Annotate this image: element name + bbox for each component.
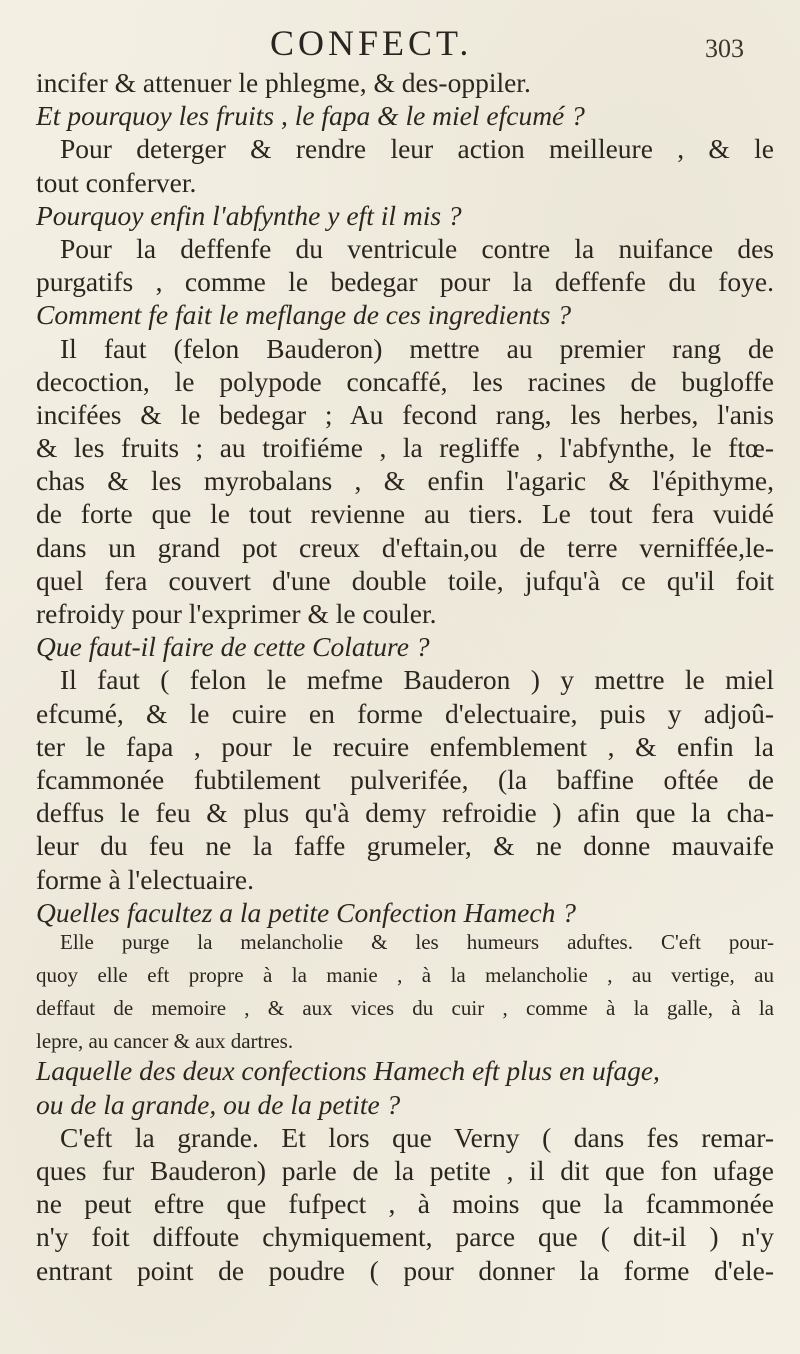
text-line: purgatifs , comme le bedegar pour la deffenfe du foye. [36, 266, 774, 298]
page-header [0, 22, 800, 62]
question-line: ou de la grande, ou de la petite ? [36, 1088, 401, 1120]
text-line: n'y foit diffoute chymiquement, parce que ( dit-il ) n'y [36, 1221, 774, 1253]
text-line: decoction, le polypode concaffé, les racines de bugloffe [36, 365, 774, 397]
text-line: ques fur Bauderon) parle de la petite , il dit que fon ufage [36, 1155, 774, 1186]
small-print-line: deffaut de memoire , & aux vices du cuir , comme à la galle, à la [36, 996, 774, 1021]
text-line: Pour deterger & rendre leur action meilleure , & le [60, 133, 774, 165]
small-print-line: quoy elle eft propre à la manie , à la melancholie , au vertige, au [36, 963, 774, 988]
small-print-line: Elle purge la melancholie & les humeurs aduftes. C'eft pour- [60, 929, 774, 954]
text-line: de forte que le tout revienne au tiers. Le tout fera vuidé [36, 498, 774, 530]
question-line: Que faut-il faire de cette Colature ? [36, 631, 430, 663]
text-line: quel fera couvert d'une double toile, jufqu'à ce qu'il foit [36, 564, 774, 596]
question-line: Comment fe fait le meflange de ces ingredients ? [36, 299, 572, 331]
text-line: entrant point de poudre ( pour donner la forme d'ele- [36, 1254, 774, 1286]
small-print-line: lepre, au cancer & aux dartres. [36, 1029, 294, 1054]
text-line: chas & les myrobalans , & enfin l'agaric & l'épithyme, [36, 465, 774, 497]
text-line: Il faut ( felon le mefme Bauderon ) y mettre le miel [60, 664, 774, 696]
text-line: dans un grand pot creux d'eftain,ou de terre verniffée,le- [36, 531, 774, 563]
body-text [36, 66, 774, 1287]
question-line: Pourquoy enfin l'abfynthe y eft il mis ? [36, 199, 462, 231]
running-title: CONFECT. [270, 23, 473, 63]
text-line: fcammonée fubtilement pulverifée, (la baffine oftée de [36, 763, 774, 795]
text-line: tout conferver. [36, 166, 197, 198]
question-line: Et pourquoy les fruits , le fapa & le miel efcumé ? [36, 100, 585, 132]
text-line: forme à l'electuaire. [36, 863, 254, 895]
text-line: leur du feu ne la faffe grumeler, & ne donne mauvaife [36, 830, 774, 862]
text-line: C'eft la grande. Et lors que Verny ( dans fes remar- [60, 1121, 774, 1153]
text-line: efcumé, & le cuire en forme d'electuaire, puis y adjoû- [36, 697, 774, 729]
text-line: ne peut eftre que fufpect , à moins que la fcammonée [36, 1188, 774, 1220]
text-line: Il faut (felon Bauderon) mettre au premier rang de [60, 332, 774, 364]
text-line: incifer & attenuer le phlegme, & des-oppiler. [36, 67, 531, 98]
question-line: Laquelle des deux confections Hamech eft plus en ufage, [36, 1055, 660, 1087]
question-line: Quelles facultez a la petite Confection Hamech ? [36, 896, 576, 928]
text-line: Pour la deffenfe du ventricule contre la nuifance des [60, 232, 774, 264]
text-line: refroidy pour l'exprimer & le couler. [36, 598, 437, 629]
text-line: deffus le feu & plus qu'à demy refroidie ) afin que la cha- [36, 797, 774, 829]
text-line: incifées & le bedegar ; Au fecond rang, les herbes, l'anis [36, 398, 774, 430]
text-line: ter le fapa , pour le recuire enfemblement , & enfin la [36, 730, 774, 762]
page-number: 303 [705, 34, 744, 63]
text-line: & les fruits ; au troifiéme , la regliffe , l'abfynthe, le ftœ- [36, 432, 774, 464]
